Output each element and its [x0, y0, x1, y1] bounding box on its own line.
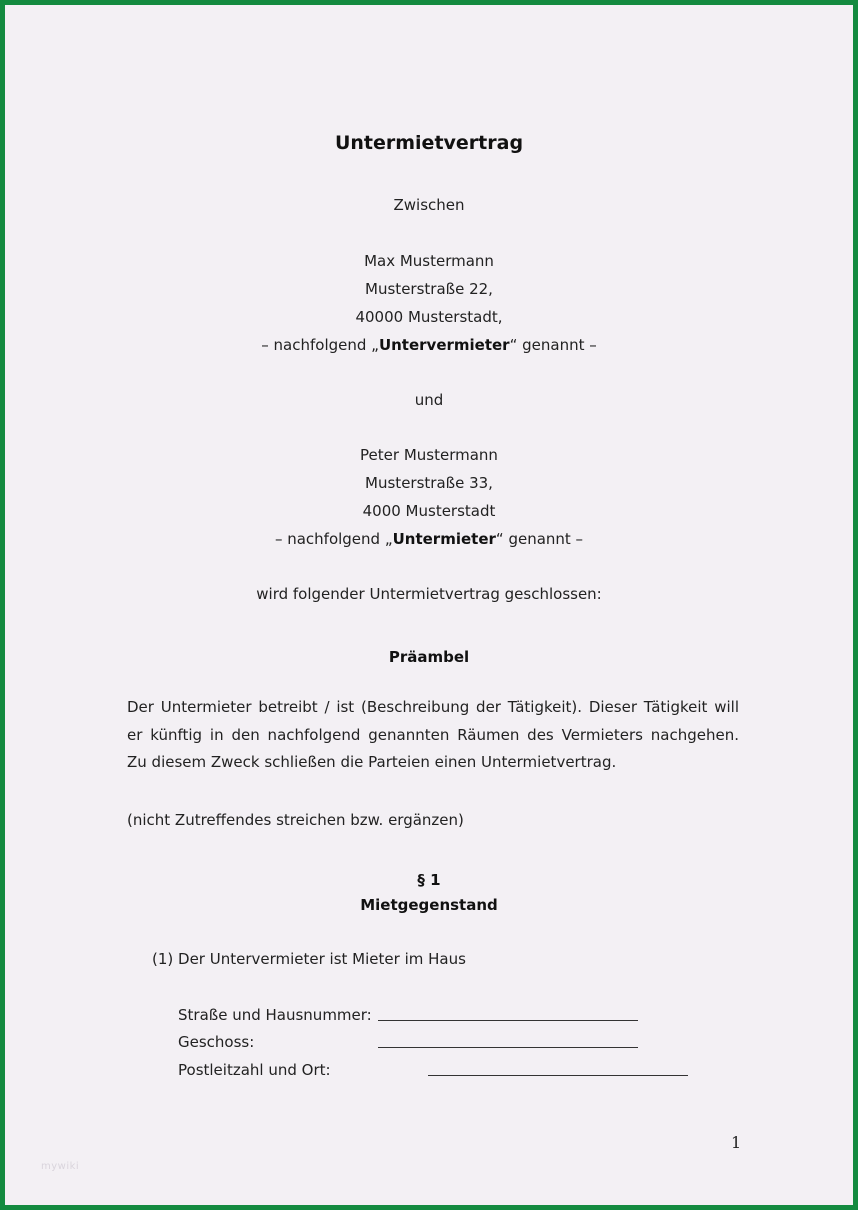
field-label-floor: Geschoss:	[178, 1033, 255, 1051]
preamble-line: Der Untermieter betreibt / ist (Beschreibung der Tätigkeit). Dieser Tätigkeit will	[127, 698, 739, 716]
field-blank-floor[interactable]	[378, 1047, 638, 1048]
preamble-line: er künftig in den nachfolgend genannten Räumen des Vermieters nachgehen.	[127, 725, 739, 744]
party1-role: Untervermieter	[378, 336, 510, 354]
party2-role: Untermieter	[392, 530, 496, 548]
party1-role-prefix: – nachfolgend „	[261, 336, 379, 354]
party2-role-prefix: – nachfolgend „	[274, 530, 393, 548]
party2-name: Peter Mustermann	[360, 446, 498, 464]
party2-street: Musterstraße 33,	[365, 474, 493, 492]
party1-name: Max Mustermann	[364, 252, 494, 270]
party2-role-line	[5, 529, 853, 549]
party1-city: 40000 Musterstadt,	[355, 308, 503, 326]
field-blank-street[interactable]	[378, 1020, 638, 1021]
field-label-postcode-city: Postleitzahl und Ort:	[178, 1061, 331, 1079]
field-label-street: Straße und Hausnummer:	[178, 1006, 372, 1024]
preamble-note: (nicht Zutreffendes streichen bzw. ergänzen)	[127, 811, 464, 829]
field-blank-postcode-city[interactable]	[428, 1075, 688, 1076]
party2-city: 4000 Musterstadt	[362, 502, 496, 520]
party2-role-suffix: “ genannt –	[495, 530, 584, 548]
party1-street: Musterstraße 22,	[365, 280, 493, 298]
and-label: und	[414, 391, 444, 409]
party1-role-suffix: “ genannt –	[509, 336, 597, 354]
watermark-logo: mywiki	[41, 1161, 80, 1172]
section1-number: § 1	[417, 871, 441, 889]
preamble-heading: Präambel	[388, 648, 470, 666]
party1-role-line	[5, 335, 853, 355]
preamble-paragraph	[127, 694, 739, 777]
closing-sentence: wird folgender Untermietvertrag geschlossen:	[256, 585, 602, 603]
section1-clause1: (1) Der Untervermieter ist Mieter im Haus	[152, 950, 466, 968]
document-title: Untermietvertrag	[334, 132, 524, 154]
between-label: Zwischen	[393, 196, 465, 214]
section1-heading: Mietgegenstand	[360, 896, 498, 914]
page-number: 1	[731, 1133, 742, 1152]
preamble-line: Zu diesem Zweck schließen die Parteien einen Untermietvertrag.	[127, 753, 617, 771]
